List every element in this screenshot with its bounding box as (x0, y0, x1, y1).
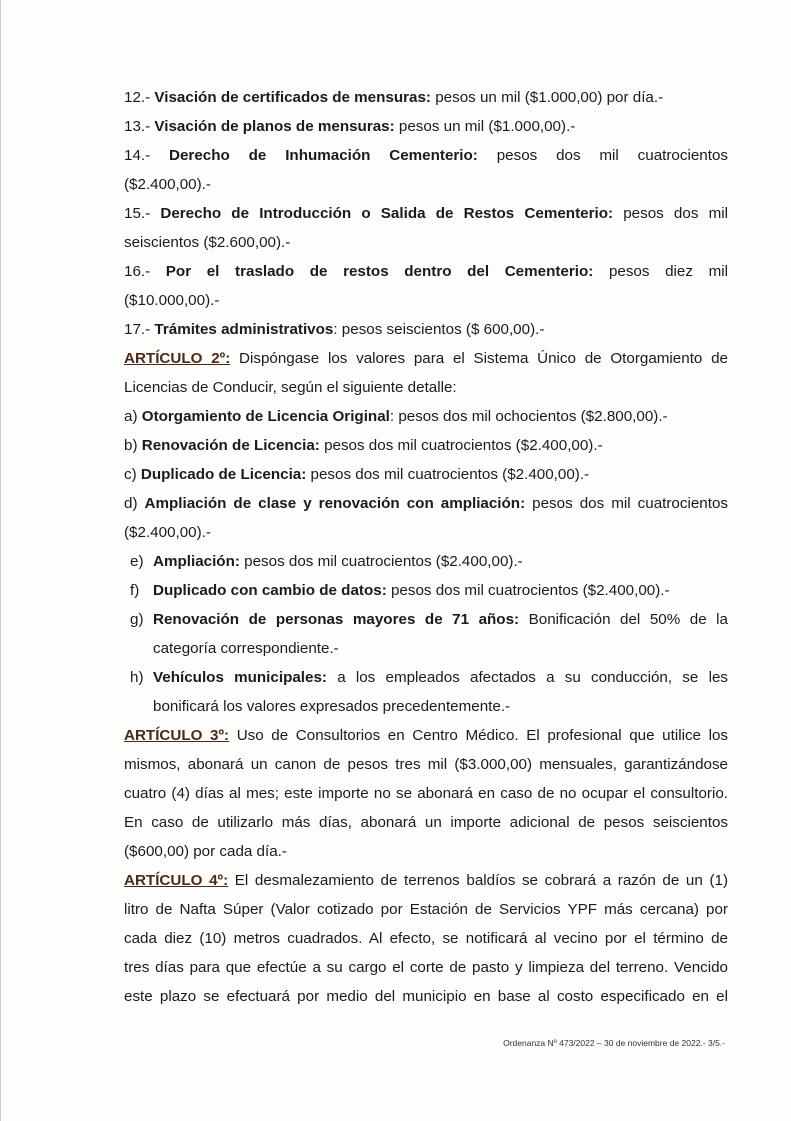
text-line-14 (124, 143, 728, 169)
text-line: este plazo se efectuará por medio del municipio en base al costo especificado en el (124, 988, 728, 1005)
item-letter: b) (124, 437, 138, 454)
item-text: a los empleados afectados a su conducción, se les (326, 669, 728, 686)
item-number: 16.- (124, 263, 151, 280)
text-line: tres días para que efectúe a su cargo el corte de pasto y limpieza del terreno. Vencido (124, 959, 728, 976)
text-line-17 (124, 317, 728, 343)
list-item-a (124, 404, 728, 430)
item-text: pesos dos mil cuatrocientos (477, 147, 728, 164)
text-line-12 (124, 85, 728, 111)
item-text: pesos dos mil cuatrocientos ($2.400,00).- (306, 466, 590, 483)
text-line: mismos, abonará un canon de pesos tres mil ($3.000,00) mensuales, garantizándose (124, 756, 728, 773)
item-title: Visación de certificados de mensuras: (154, 89, 431, 106)
text-line: litro de Nafta Súper (Valor cotizado por Estación de Servicios YPF más cercana) por (124, 901, 728, 918)
article-title: ARTÍCULO 2º: (124, 350, 231, 367)
item-text: pesos dos mil cuatrocientos ($2.400,00).- (239, 553, 523, 570)
item-letter-g: g) (130, 611, 144, 628)
text-line-14b: ($2.400,00).- (124, 176, 211, 193)
page-edge-left (0, 0, 1, 1121)
text-line: En caso de utilizarlo más días, abonará un importe adicional de pesos seiscientos (124, 814, 728, 831)
item-text: pesos dos mil cuatrocientos ($2.400,00).- (386, 582, 670, 599)
list-item-g-cont: categoría correspondiente.- (153, 640, 339, 657)
list-item-d-cont: ($2.400,00).- (124, 524, 211, 541)
item-text: pesos dos mil cuatrocientos (525, 495, 728, 512)
text-line-16 (124, 259, 728, 285)
item-title: Otorgamiento de Licencia Original (141, 408, 390, 425)
item-title: Derecho de Inhumación Cementerio: (169, 147, 478, 164)
list-item-b (124, 433, 728, 459)
item-text: : pesos seiscientos ($ 600,00).- (333, 321, 545, 338)
text-line-art2b: Licencias de Conducir, según el siguiente detalle: (124, 379, 457, 396)
article-3-heading-line (124, 723, 728, 749)
text-line-13 (124, 114, 728, 140)
article-2-heading-line (124, 346, 728, 372)
article-text: El desmalezamiento de terrenos baldíos se cobrará a razón de un (1) (228, 872, 728, 889)
text-line: ($600,00) por cada día.- (124, 843, 287, 860)
article-title: ARTÍCULO 4º: (124, 872, 229, 889)
text-line-15 (124, 201, 728, 227)
text-line: cada diez (10) metros cuadrados. Al efecto, se notificará al vecino por el término de (124, 930, 728, 947)
article-text: Uso de Consultorios en Centro Médico. El profesional que utilice los (229, 727, 728, 744)
article-text: Dispóngase los valores para el Sistema Único de Otorgamiento de (230, 350, 728, 367)
item-number: 17.- (124, 321, 151, 338)
text-line: cuatro (4) días al mes; este importe no se abonará en caso de no ocupar el consultorio. (124, 785, 728, 802)
item-number: 15.- (124, 205, 151, 222)
item-text: pesos un mil ($1.000,00).- (394, 118, 576, 135)
item-text: pesos un mil ($1.000,00) por día.- (431, 89, 664, 106)
text-line-16b: ($10.000,00).- (124, 292, 220, 309)
item-letter: a) (124, 408, 138, 425)
item-title: Ampliación: (153, 553, 240, 570)
page-footer: Ordenanza Nº 473/2022 – 30 de noviembre de 2022.- 3/5.- (503, 1038, 725, 1048)
item-title: Renovación de Licencia: (141, 437, 320, 454)
item-title: Vehículos municipales: (153, 669, 327, 686)
list-item-g (153, 607, 728, 633)
item-number: 13.- (124, 118, 151, 135)
item-title: Renovación de personas mayores de 71 años: (153, 611, 520, 628)
item-text: pesos diez mil (593, 263, 728, 280)
list-item-c (124, 462, 728, 488)
list-item-h-cont: bonificará los valores expresados precedentemente.- (153, 698, 511, 715)
list-item-e (153, 549, 728, 575)
item-text: pesos dos mil (613, 205, 728, 222)
item-letter-f: f) (130, 582, 140, 599)
item-title: Trámites administrativos (154, 321, 334, 338)
item-text: : pesos dos mil ochocientos ($2.800,00).- (389, 408, 668, 425)
article-4-heading-line (124, 868, 728, 894)
item-letter: d) (124, 495, 138, 512)
item-letter: c) (124, 466, 137, 483)
item-title: Derecho de Introducción o Salida de Restos Cementerio: (160, 205, 614, 222)
item-title: Visación de planos de mensuras: (154, 118, 395, 135)
item-text: Bonificación del 50% de la (519, 611, 728, 628)
item-title: Duplicado de Licencia: (140, 466, 307, 483)
item-number: 14.- (124, 147, 151, 164)
list-item-d (124, 491, 728, 517)
item-text: pesos dos mil cuatrocientos ($2.400,00).- (319, 437, 603, 454)
list-item-h (153, 665, 728, 691)
item-title: Por el traslado de restos dentro del Cementerio: (165, 263, 594, 280)
item-number: 12.- (124, 89, 151, 106)
list-item-f (153, 578, 728, 604)
text-line-15b: seiscientos ($2.600,00).- (124, 234, 291, 251)
article-title: ARTÍCULO 3º: (124, 727, 230, 744)
item-letter-h: h) (130, 669, 144, 686)
item-title: Duplicado con cambio de datos: (153, 582, 387, 599)
item-letter-e: e) (130, 553, 144, 570)
item-title: Ampliación de clase y renovación con ampliación: (144, 495, 526, 512)
